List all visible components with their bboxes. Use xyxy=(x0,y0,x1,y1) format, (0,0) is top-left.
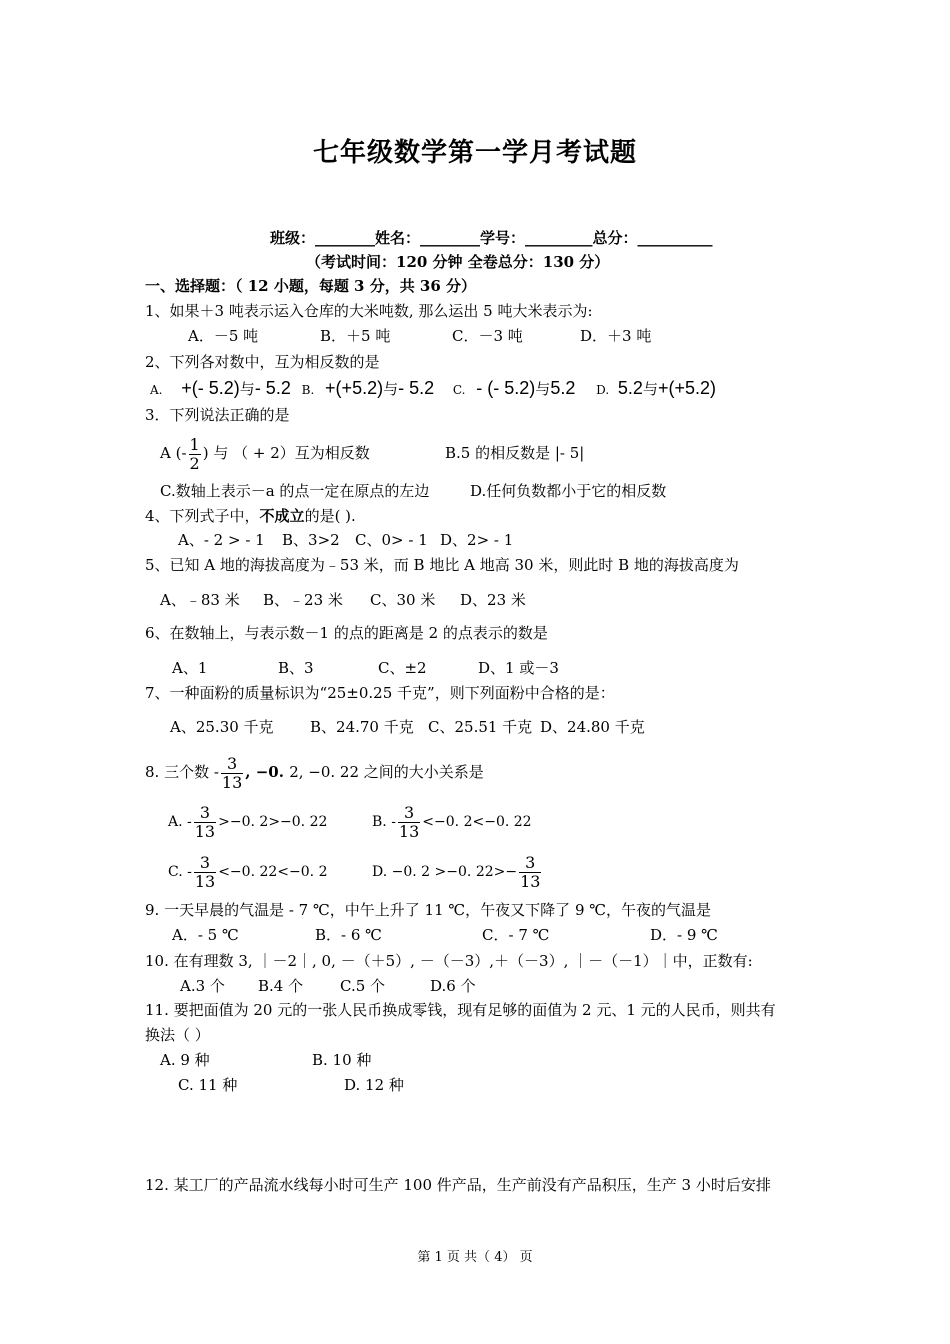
q2-a-rhs: - 5.2 xyxy=(254,378,291,398)
q4-option-a: A、- 2 > - 1 xyxy=(178,531,265,549)
q8-d-label: D. −0. xyxy=(372,864,422,880)
q2-b-expr: +(+5.2) xyxy=(325,378,384,398)
q4-stem-bold: 不成立 xyxy=(259,507,305,525)
q4-option-c: C、0> - 1 xyxy=(355,531,428,549)
q8-a-fraction xyxy=(194,804,216,841)
page-title: 七年级数学第一学月考试题 xyxy=(312,138,637,168)
q2-c-yu: 与 xyxy=(535,380,551,398)
q8-c-fraction xyxy=(194,854,216,891)
q2-b-rhs: - 5.2 xyxy=(398,378,435,398)
q4-stem-post: 的是( ). xyxy=(304,507,356,525)
q2-stem: 2、下列各对数中，互为相反数的是 xyxy=(145,353,380,371)
q9-option-c: C．- 7 ℃ xyxy=(482,926,550,944)
q8-b-tail: <−0. 22 xyxy=(472,814,532,830)
q8-stem-pre: 8. 三个数 - xyxy=(145,763,219,781)
q3-option-c: C.数轴上表示－a 的点一定在原点的左边 xyxy=(160,482,430,500)
q8-c-label: C. - xyxy=(168,864,192,880)
q11-option-d: D. 12 种 xyxy=(344,1076,404,1094)
q8-c-post: <−0. 22<−0. xyxy=(218,864,319,880)
q2-b-yu: 与 xyxy=(383,380,399,398)
q9-option-d: D．- 9 ℃ xyxy=(650,926,718,944)
q8-a-num: 3 xyxy=(199,802,211,822)
q8-d-fraction xyxy=(519,854,541,891)
q3-a-den: 2 xyxy=(189,453,200,473)
q2-d-label: D. xyxy=(596,383,610,397)
q8-a-dot2: 2 xyxy=(259,814,269,830)
q4-stem xyxy=(145,506,356,526)
q7-option-b: B、24.70 千克 xyxy=(310,718,414,736)
q8-d-num: 3 xyxy=(525,852,536,872)
q2-d-yu: 与 xyxy=(642,380,658,398)
q8-c-dot2: 2 xyxy=(318,864,328,880)
q3-option-d: D.任何负数都小于它的相反数 xyxy=(470,482,667,500)
q5-option-b: B、﹣23 米 xyxy=(263,591,343,609)
q11-option-b: B. 10 种 xyxy=(312,1051,372,1069)
q8-c-den: 13 xyxy=(194,871,216,891)
q3-option-a xyxy=(160,433,370,473)
q8-b-post: <−0. xyxy=(422,814,464,830)
q6-stem: 6、在数轴上，与表示数－1 的点的距离是 2 的点表示的数是 xyxy=(145,624,548,642)
q10-option-c: C.5 个 xyxy=(340,977,386,995)
q2-c-label: C. xyxy=(452,383,466,397)
q8-fraction xyxy=(221,755,243,792)
q10-option-d: D.6 个 xyxy=(430,977,476,995)
q2-c-expr: - (- 5.2) xyxy=(476,378,536,398)
q11-option-c: C. 11 种 xyxy=(178,1076,238,1094)
q6-option-a: A、1 xyxy=(172,659,208,677)
q9-stem: 9. 一天早晨的气温是 - 7 ℃，中午上升了 11 ℃，午夜又下降了 9 ℃，午夜的气温是 xyxy=(145,901,712,919)
q3-stem: 3．下列说法正确的是 xyxy=(145,406,290,424)
q2-b-label: B. xyxy=(301,383,315,397)
q2-a-yu: 与 xyxy=(239,380,255,398)
q9-option-b: B．- 6 ℃ xyxy=(315,926,382,944)
q7-option-d: D、24.80 千克 xyxy=(540,718,645,736)
q2-a-expr: +(- 5.2) xyxy=(181,378,240,398)
q5-stem: 5、已知 A 地的海拔高度为﹣53 米，而 B 地比 A 地高 30 米，则此时 B 地的海拔高度为 xyxy=(145,556,739,574)
q10-stem: 10. 在有理数 3, ｜－2｜, 0, －（＋5）, －（－3）,＋（－3）, ｜－（－1）｜中，正数有: xyxy=(145,952,753,970)
q8-a-den: 13 xyxy=(194,821,216,841)
student-info-line: 班级：________姓名：________学号：_________总分：__________ xyxy=(270,229,713,247)
q7-option-c: C、25.51 千克 xyxy=(428,718,533,736)
section-heading: 一、选择题：（ 12 小题，每题 3 分，共 36 分） xyxy=(145,277,477,295)
q2-d-expr: 5.2 xyxy=(617,378,643,398)
q11-stem-line1: 11. 要把面值为 20 元的一张人民币换成零钱，现有足够的面值为 2 元、1 元的人民币，则共有 xyxy=(145,1001,776,1019)
q1-option-d: D．＋3 吨 xyxy=(580,327,652,345)
q11-stem-line2: 换法（ ） xyxy=(145,1026,210,1044)
q9-option-a: A．- 5 ℃ xyxy=(172,926,239,944)
q8-d-post: >−0. 22>− xyxy=(430,864,518,880)
page-footer: 第 1 页 共（ 4） 页 xyxy=(417,1250,533,1265)
q8-a-post: >−0. xyxy=(218,814,260,830)
q6-option-d: D、1 或－3 xyxy=(478,659,559,677)
q6-option-c: C、±2 xyxy=(378,659,427,677)
q10-option-a: A.3 个 xyxy=(180,977,225,995)
q8-b-den: 13 xyxy=(398,821,420,841)
q5-option-d: D、23 米 xyxy=(460,591,526,609)
q7-option-a: A、25.30 千克 xyxy=(170,718,274,736)
q2-d-rhs: +(+5.2) xyxy=(657,378,717,398)
q8-d-dot2: 2 xyxy=(421,864,431,880)
q1-option-b: B．＋5 吨 xyxy=(320,327,391,345)
q8-mid: , −0. xyxy=(245,763,290,781)
q3-a-post: ) 与 （ + 2）互为相反数 xyxy=(202,444,370,462)
q5-option-c: C、30 米 xyxy=(370,591,436,609)
q3-a-pre: A (- xyxy=(160,444,187,462)
q4-option-d: D、2> - 1 xyxy=(440,531,514,549)
q4-option-b: B、3>2 xyxy=(282,531,340,549)
q3-a-num: 1 xyxy=(189,434,200,454)
q11-option-a: A. 9 种 xyxy=(160,1051,210,1069)
q8-stem xyxy=(145,750,484,794)
q1-stem: 1、如果＋3 吨表示运入仓库的大米吨数, 那么运出 5 吨大米表示为: xyxy=(145,302,593,320)
q1-option-a: A．－5 吨 xyxy=(188,327,259,345)
q6-option-b: B、3 xyxy=(278,659,314,677)
q8-c-num: 3 xyxy=(199,852,211,872)
q8-d-den: 13 xyxy=(520,871,541,891)
q8-a-label: A. - xyxy=(168,814,192,830)
q2-options xyxy=(150,378,716,400)
q8-stem-post: , −0. 22 之间的大小关系是 xyxy=(298,763,484,781)
q8-dot2: 2 xyxy=(289,763,299,781)
q8-b-dot2: 2 xyxy=(463,814,473,830)
q8-a-tail: >−0. 22 xyxy=(268,814,328,830)
q8-option-d xyxy=(372,850,543,894)
q7-stem: 7、一种面粉的质量标识为“25±0.25 千克”，则下列面粉中合格的是： xyxy=(145,684,615,702)
q3-option-b: B.5 的相反数是 |- 5| xyxy=(445,444,585,462)
q8-b-fraction xyxy=(398,804,420,841)
q8-option-c xyxy=(168,850,327,894)
q5-option-a: A、﹣83 米 xyxy=(160,591,240,609)
q4-stem-pre: 4、下列式子中， xyxy=(145,507,260,525)
q12-stem: 12. 某工厂的产品流水线每小时可生产 100 件产品，生产前没有产品积压，生产 3 小时后安排 xyxy=(145,1176,771,1194)
q8-num: 3 xyxy=(227,753,238,773)
q8-option-a xyxy=(168,800,327,844)
q3-a-fraction xyxy=(189,436,201,473)
q8-b-label: B. - xyxy=(372,814,396,830)
q2-a-label: A. xyxy=(150,383,163,397)
q8-b-num: 3 xyxy=(404,802,415,822)
exam-time-line: （考试时间：120 分钟 全卷总分：130 分） xyxy=(306,253,610,271)
q8-option-b xyxy=(372,800,532,844)
q2-c-rhs: 5.2 xyxy=(550,378,576,398)
q10-option-b: B.4 个 xyxy=(258,977,304,995)
q1-option-c: C．－3 吨 xyxy=(452,327,523,345)
q8-den: 13 xyxy=(221,772,243,792)
